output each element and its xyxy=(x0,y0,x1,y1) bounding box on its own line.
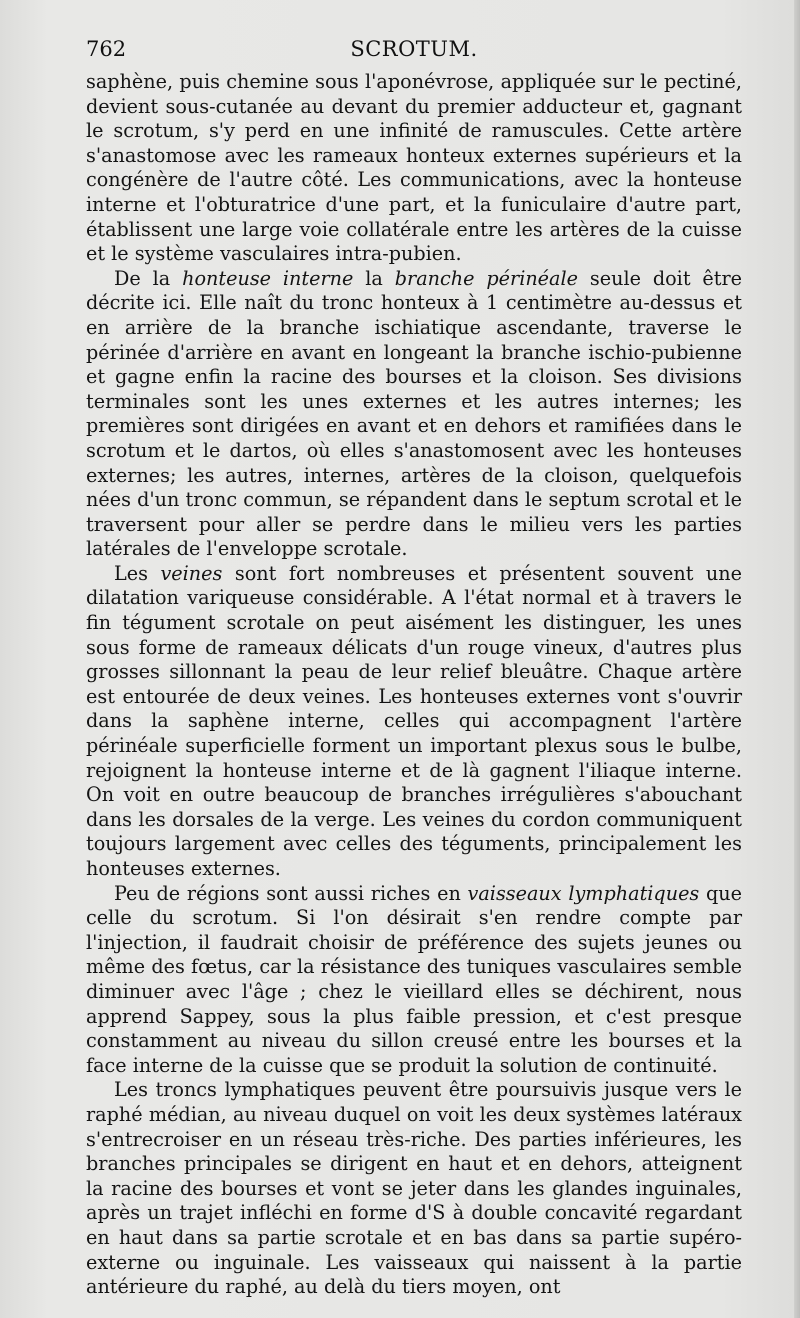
running-title: SCROTUM. xyxy=(350,37,478,61)
paragraph-text: Peu de régions sont aussi riches en xyxy=(114,881,468,905)
paragraph-text: De la xyxy=(114,266,183,290)
page-body xyxy=(86,70,742,1300)
italic-term: honteuse interne xyxy=(182,266,354,290)
paragraph-text: seule doit être décrite ici. Elle naît du tronc honteux à 1 centimètre au-dessus et en arrière de la branche ischiatique ascendante, traverse le périnée d'arrière en avant en longeant la branche ischio-pubienne et gagne enfin la racine des bourses et la cloison. Ses divisions terminales sont les unes externes et les autres internes; les premières sont dirigées en avant et en dehors et ramifiées dans le scrotum et le dartos, où elles s'anastomosent avec les honteuses externes; les autres, internes, artères de la cloison, quelquefois nées d'un tronc commun, se répandent dans le septum scrotal et le traversent pour aller se perdre dans le milieu vers les parties latérales de l'enveloppe scrotale. xyxy=(86,266,743,561)
paragraph-veins xyxy=(86,562,742,882)
paragraph-text: la xyxy=(353,266,395,290)
paragraph-text: que celle du scrotum. Si l'on désirait s'en rendre compte par l'injection, il faudrait choisir de préférence des sujets jeunes ou même des fœtus, car la résistance des tuniques vasculaires semble diminuer avec l'âge ; chez le vieillard elles se déchirent, nous apprend Sappey, sous la plus faible pression, et c'est presque constamment au niveau du sillon creusé entre les bourses et la face interne de la cuisse que se produit la solution de continuité. xyxy=(86,881,742,1077)
paragraph-text: sont fort nombreuses et présentent souvent une dilatation variqueuse considérable. A l'état normal et à travers le fin tégument scrotale on peut aisément les distinguer, les unes sous forme de rameaux délicats d'un rouge vineux, d'autres plus grosses sillonnant la peau de leur relief bleuâtre. Chaque artère est entourée de deux veines. Les honteuses externes vont s'ouvrir dans la saphène interne, celles qui accompagnent l'artère périnéale superficielle forment un important plexus sous le bulbe, rejoignent la honteuse interne et de là gagnent l'iliaque interne. On voit en outre beaucoup de branches irrégulières s'abouchant dans les dorsales de la verge. Les veines du cordon communiquent toujours largement avec celles des téguments, principalement les honteuses externes. xyxy=(86,561,742,880)
paragraph-text: saphène, puis chemine sous l'aponévrose, appliquée sur le pectiné, devient sous-cutanée au devant du premier adducteur et, gagnant le scrotum, s'y perd en une infinité de ramuscules. Cette artère s'anastomose avec les rameaux honteux externes supérieurs et la congénère de l'autre côté. Les communications, avec la honteuse interne et l'obturatrice d'une part, et la funiculaire d'autre part, établissent une large voie collatérale entre les artères de la cuisse et le système vasculaires intra-pubien. xyxy=(86,70,742,266)
paragraph-perineal-branch xyxy=(86,267,742,562)
paragraph-arteries-continued xyxy=(86,70,742,267)
italic-term: vaisseaux lymphatiques xyxy=(467,881,700,905)
paragraph-lymphatics xyxy=(86,882,742,1079)
page-header xyxy=(86,37,742,71)
paragraph-text: Les troncs lymphatiques peuvent être poursuivis jusque vers le raphé médian, au niveau duquel on voit les deux systèmes latéraux s'entrecroiser en un réseau très-riche. Des parties inférieures, les branches principales se dirigent en haut et en dehors, atteignent la racine des bourses et vont se jeter dans les glandes inguinales, après un trajet infléchi en forme d'S à double concavité regardant en haut dans sa partie scrotale et en bas dans sa partie supéro-externe ou inguinale. Les vaisseaux qui naissent à la partie antérieure du raphé, au delà du tiers moyen, ont xyxy=(86,1078,742,1299)
italic-term: branche périnéale xyxy=(394,266,578,290)
page-number: 762 xyxy=(86,37,127,61)
page-edge xyxy=(794,0,800,1318)
paragraph-lymphatic-trunks xyxy=(86,1078,742,1299)
paragraph-text: Les xyxy=(114,561,161,585)
italic-term: veines xyxy=(160,561,223,585)
